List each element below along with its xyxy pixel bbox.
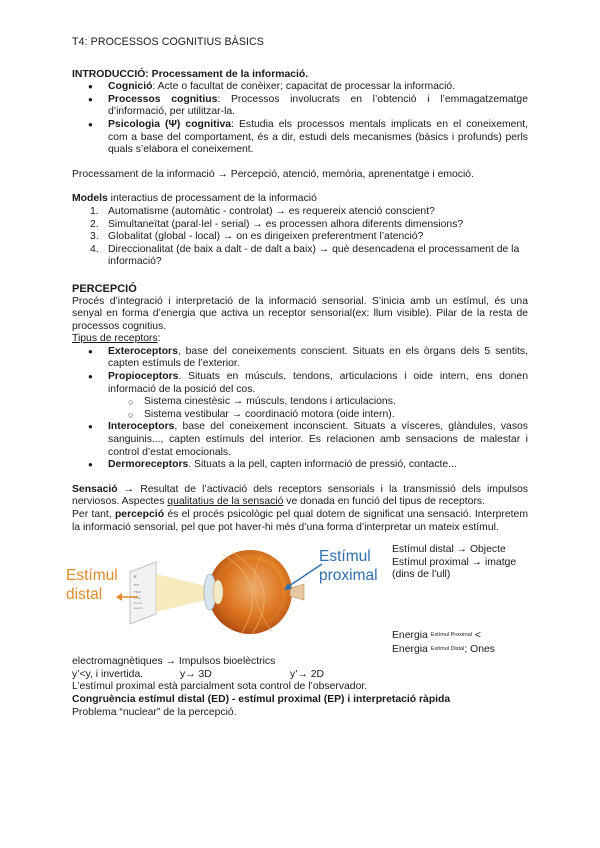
svg-text:E D F C Z P: E D F C Z P xyxy=(134,609,143,611)
list-item: ● Psicologia (Ψ) cognitiva: Estudia els processos mentals implicats en el coneixement, com a base del comportament, és a dir, estudi dels mecanismes (bàsics i profunds) perls quals s’elabora el coneixement. xyxy=(72,119,528,157)
document-page xyxy=(66,36,528,719)
list-item: ● Exteroceptors, base del coneixements conscient. Situats en els òrgans dels 5 sentits, capten estímuls de l’exterior. xyxy=(72,346,528,371)
figure-notes: Estímul distal → Objecte Estímul proximal → imatge (dins de l’ull) xyxy=(392,544,517,581)
list-item: ○ Sistema vestibular → coordinació motora (oide intern). xyxy=(72,409,528,422)
list-item: ● Processos cognitius: Processos involucrats en l’obtenció i l’emmagatzematge d’informació, per utilitzar-la. xyxy=(72,94,528,119)
svg-text:L P E D: L P E D xyxy=(134,598,141,601)
svg-text:T O Z: T O Z xyxy=(134,591,141,595)
list-item: 4. Direccionalitat (de baix a dalt - de dalt a baix) → què desencadena el processament de la informació? xyxy=(90,243,520,268)
intro-heading: INTRODUCCIÓ: Processament de la informació. xyxy=(72,68,309,80)
page-title: T4: PROCESSOS COGNITIUS BÀSICS xyxy=(72,36,264,48)
list-item: ● Cognició: Acte o facultat de conèixer; capacitat de processar la informació. xyxy=(72,81,528,94)
models-intro: Models interactius de processament de la informació xyxy=(72,193,317,205)
svg-text:F P: F P xyxy=(134,583,139,588)
list-item: ● Propioceptors. Situats en músculs, tendons, articulacions i oide intern, ens donen informació de la posició del cos. ○ Sistema cinestèsic → músculs, tendons i articulacions. ○ Sistema vestibular → coordinació motora (oide intern). xyxy=(72,371,528,421)
energy-notes: Energia Estímul Proximal < Energia Estímul Distal; Ones xyxy=(392,630,495,655)
intro-summary: Processament de la informació → Percepció, atenció, memòria, aprenentatge i emoció. xyxy=(72,168,474,180)
after-figure: electromagnètiques → Impulsos bioelèctrics y’<y, i invertida. y→ 3D y’→ 2D L’estímul proximal està parcialment sota control de l’observador. Congruència estímul distal (ED) - estímul proximal (EP) i interpretació ràpida Problema “nuclear” de la percepció. xyxy=(72,656,451,718)
list-item: 2. Simultaneïtat (paral·lel - serial) → es processen alhora diferents dimensions? xyxy=(90,218,464,230)
receptors-list xyxy=(72,346,528,472)
models-list xyxy=(72,206,528,269)
subsystem-list xyxy=(72,396,528,421)
percepcio-intro: Procés d’integració i interpretació de la informació sensorial. S’inicia amb un estímul, és una senyal en forma d’energia que activa un receptor sensorial(ex: llum visible). Pilar de la resta de processos cognitius. xyxy=(72,295,528,332)
svg-text:P E C F D: P E C F D xyxy=(134,603,143,606)
list-item: ● Interoceptors, base del coneixement inconscient. Situats a vísceres, glàndules, vasos sanguinis..., capten estímuls del interior. Es relacionen amb sensacions de malestar i control d’estat emocionals. xyxy=(72,421,528,459)
percepcio-heading: PERCEPCIÓ xyxy=(72,282,137,295)
percepcio-definition: Per tant, percepció és el procés psicològic pel qual dotem de significat una sensació. Interpretem la informació sensorial, pel que pot haver-hi més d’una forma d’interpretar un mateix estímul. xyxy=(72,509,528,533)
receptors-label: Tipus de receptors: xyxy=(72,333,161,345)
eye-chart-icon xyxy=(130,562,156,624)
intro-list xyxy=(72,81,528,157)
list-item: ● Dermoreceptors. Situats a la pell, capten informació de pressió, contacte... xyxy=(72,459,528,472)
sensacio-paragraph: Sensació → Resultat de l’activació dels receptors sensorials i la transmissió dels impulsos nerviosos. Aspectes qualitatius de la sensació ve donada en funció del tipus de receptors. xyxy=(72,483,528,508)
label-estimul-proximal: Estímul proximal xyxy=(319,548,378,585)
list-item: 1. Automatisme (automàtic - controlat) → es requereix atenció conscient? xyxy=(90,205,435,217)
list-item: 3. Globalitat (global - local) → on es dirigeixen preferentment l’atenció? xyxy=(90,231,424,243)
eye-figure xyxy=(66,544,528,655)
label-estimul-distal: Estímul distal xyxy=(66,567,118,604)
list-item: ○ Sistema cinestèsic → músculs, tendons i articulacions. xyxy=(72,396,528,409)
svg-text:E: E xyxy=(134,574,137,580)
eye-icon xyxy=(204,550,304,636)
